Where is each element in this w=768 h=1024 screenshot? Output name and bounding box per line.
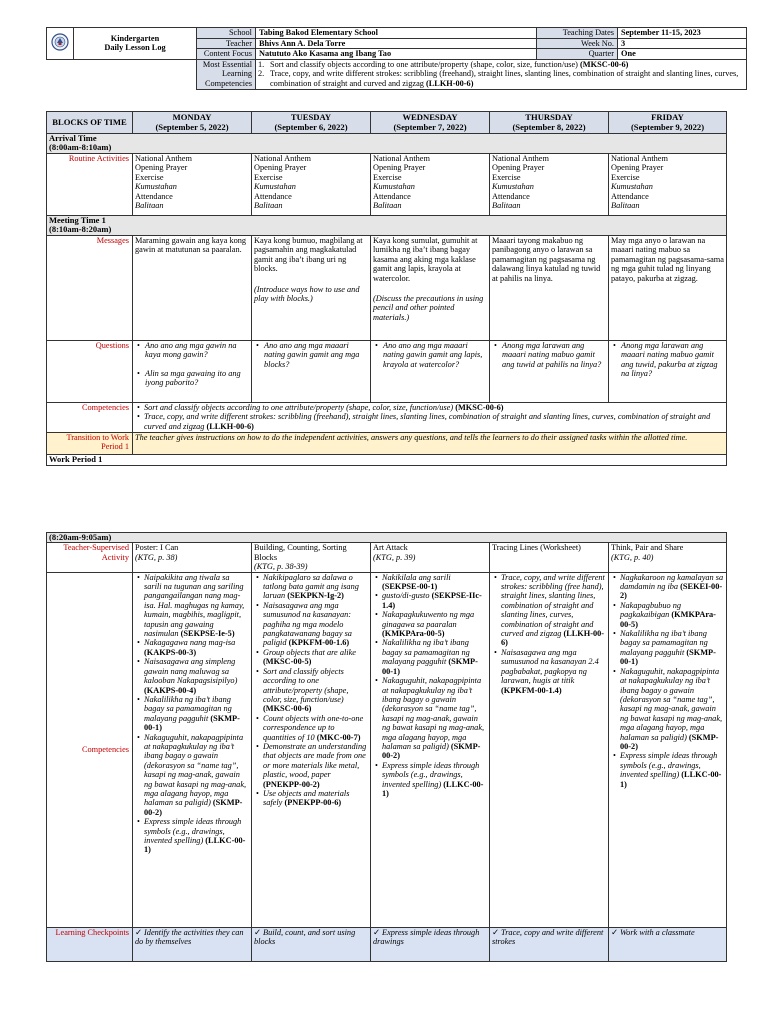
- questions-cell-monday: [133, 341, 252, 403]
- dates-label: Teaching Dates: [537, 28, 618, 39]
- competency-text: Naisasagawa ang mga sumusunod na kasanayan 2.4 pagbabakat, pagkopya ng larawan, hugis at titik: [501, 647, 599, 686]
- message-cell-wednesday: [371, 236, 490, 341]
- competency-code: (MKSC-00-6): [263, 704, 312, 714]
- routine-item: Attendance: [135, 191, 173, 201]
- routine-item: Opening Prayer: [254, 163, 307, 173]
- meeting-time-section: Meeting Time 1 (8:10am-8:20am): [47, 216, 727, 236]
- competency-text: Group objects that are alike: [263, 647, 356, 657]
- questions-label: Questions: [47, 341, 133, 403]
- competency-item: [144, 638, 249, 657]
- message-cell-friday: [609, 236, 727, 341]
- questions-cell-tuesday: [252, 341, 371, 403]
- competency-item: [263, 667, 368, 714]
- routine-item: Opening Prayer: [373, 163, 426, 173]
- competency-code: (SKMP-00-1): [620, 647, 716, 667]
- competency-item: [382, 591, 487, 610]
- competency-text: Nakalilikha ng iba’t ibang bagay sa pamamagitan ng malayang pagguhit: [382, 638, 470, 667]
- title-line-1: Kindergarten: [110, 33, 160, 43]
- competency-item-1: • Sort and classify objects according to one attribute/property (shape, color, size, function/use) (MKSC-00-6): [144, 403, 724, 412]
- routine-item: National Anthem: [492, 154, 549, 163]
- competency-item: [620, 601, 724, 629]
- questions-cell-thursday: [490, 341, 609, 403]
- message-cell-tuesday: [252, 236, 371, 341]
- competency-code: (SEKEI-00-2): [620, 582, 723, 601]
- message-note: (Introduce ways how to use and play with blocks.): [254, 284, 360, 304]
- day-header-friday: FRIDAY (September 9, 2022): [609, 112, 727, 134]
- routine-item: Attendance: [254, 191, 292, 201]
- routine-item: Kumustahan: [254, 182, 296, 192]
- competency-item: [382, 761, 487, 799]
- competencies-cell-tuesday: [252, 572, 371, 927]
- deped-seal-logo: [47, 28, 74, 60]
- competency-code: (SKMP-00-2): [382, 741, 481, 761]
- questions-list: [373, 341, 487, 369]
- school-value: Tabing Bakod Elementary School: [256, 28, 537, 39]
- activity-cell-tuesday: [252, 543, 371, 572]
- competency-item: [382, 610, 487, 638]
- competency-item: [144, 817, 249, 855]
- mec-item-2: 2. Trace, copy, and write different strokes: scribbling (freehand), straight lines, slanting lines, combination of straight and slanting lines, curves, combination of straight and curved and zigzag (LLKH-00-6): [258, 69, 739, 88]
- competencies-cell-friday: [609, 572, 727, 927]
- competency-text: Nagkakaroon ng kamalayan sa damdamin ng iba: [620, 572, 724, 592]
- activity-reference: (KTG, p. 38-39): [254, 562, 308, 572]
- competency-text: Nakalilikha ng iba’t ibang bagay sa pamamagitan ng malayang pagguhit: [144, 694, 232, 723]
- schedule-table-2: [46, 532, 727, 962]
- competencies-summary: [133, 403, 727, 433]
- competency-text: gusto/di-gusto: [382, 591, 430, 601]
- competencies-list: [373, 573, 487, 799]
- competency-code: (SEKPSE-00-1): [382, 582, 438, 592]
- day-header-thursday: THURSDAY (September 8, 2022): [490, 112, 609, 134]
- routine-item: Opening Prayer: [492, 163, 545, 173]
- competency-text: Trace, copy, and write different strokes: scribbling (free hand), straight lines, slanting lines, combination of straight and slanting lines, curves, combination of straight and curved and zigzag: [501, 572, 605, 639]
- activity-cell-thursday: [490, 543, 609, 572]
- competency-item: [263, 648, 368, 667]
- competency-code: (KAKPS-00-3): [144, 647, 197, 657]
- activity-title: Think, Pair and Share: [611, 543, 684, 553]
- messages-label: Messages: [47, 236, 133, 341]
- competency-item: [620, 629, 724, 667]
- competencies-cell-monday: [133, 572, 252, 927]
- competency-item: [144, 695, 249, 733]
- question-item: • Ano ano ang mga gawin na kaya mong gawin?: [145, 341, 249, 360]
- day-header-wednesday: WEDNESDAY (September 7, 2022): [371, 112, 490, 134]
- question-item: • Anong mga larawan ang maaari nating mabuo gamit ang tuwid at pahilis na linya?: [502, 341, 606, 369]
- day-header-tuesday: TUESDAY (September 6, 2022): [252, 112, 371, 134]
- competency-text: Express simple ideas through symbols (e.g., drawings, invented spelling): [620, 751, 718, 780]
- routine-item: Kumustahan: [611, 182, 653, 192]
- routine-item: Exercise: [373, 172, 402, 182]
- competencies-list: [611, 573, 724, 789]
- blocks-of-time-header: BLOCKS OF TIME: [47, 112, 133, 134]
- title-line-2: Daily Lesson Log: [104, 43, 166, 53]
- routine-item: Balitaan: [254, 201, 283, 211]
- competency-code: (LLKH-00-6): [501, 629, 605, 648]
- document-title: [74, 28, 197, 60]
- competency-text: Use objects and materials safely: [263, 788, 350, 808]
- message-text: Kaya kong bumuo, magbilang at pagsamahin ang magkakatulad gamit ang iba’t ibang uri ng blocks.: [254, 236, 363, 274]
- routine-item: Balitaan: [373, 201, 402, 211]
- competency-code: (KMKPAra-00-5): [382, 629, 445, 639]
- teacher-supervised-label: Teacher-Supervised Activity: [47, 543, 133, 572]
- routine-item: Exercise: [611, 172, 640, 182]
- question-item: • Anong mga larawan ang maaari nating mabuo gamit ang tuwid, pakurba at zigzag na linya?: [621, 341, 724, 379]
- arrival-time-section: Arrival Time (8:00am-8:10am): [47, 134, 727, 154]
- checkpoint-cell-friday: ✓ Work with a classmate: [609, 927, 727, 961]
- competency-text: Naisasagawa ang mga sumusunod na kasanayan: paghiha ng mga modelo pangkatawanang bagay sa paligid: [263, 600, 352, 648]
- routine-item: Balitaan: [492, 201, 521, 211]
- competency-code: (MKSC-00-5): [263, 657, 312, 667]
- competency-text: Nakaguguhit, nakapagpipinta at nakapagkukulay ng iba’t ibang bagay o gawain (dekorasyon sa “name tag”, kasapi ng mag-anak, gawain ng bawat kasapi ng mag-anak, mga alagang hayop, mga halaman sa paligid): [382, 676, 485, 751]
- questions-list: [254, 341, 368, 369]
- competency-code: (SEKPSE-IIc-1.4): [382, 591, 482, 610]
- competency-text: Count objects with one-to-one correspondence up to quantities of 10: [263, 713, 364, 742]
- routine-item: Opening Prayer: [611, 163, 664, 173]
- routine-item: Exercise: [254, 172, 283, 182]
- competency-code: (KPKFM-00-1.6): [288, 638, 350, 648]
- activity-title: Art Attack: [373, 543, 408, 553]
- competency-text: Nakapagbubuo ng pagkakaibigan: [620, 600, 682, 620]
- competency-code: (SEKPKN-Ig-2): [287, 591, 344, 601]
- competency-item: [501, 573, 606, 648]
- routine-item: Kumustahan: [492, 182, 534, 192]
- teacher-value: Bhivs Ann A. Dela Torre: [256, 38, 537, 49]
- competency-text: Nakalilikha ng iba’t ibang bagay sa pamamagitan ng malayang pagguhit: [620, 629, 708, 657]
- competency-code: (SKMP-00-2): [620, 732, 719, 751]
- competencies-label-2: Competencies: [47, 572, 133, 927]
- competencies-list: [135, 573, 249, 855]
- routine-item: Exercise: [135, 172, 164, 182]
- questions-list: [611, 341, 724, 379]
- competency-text: Nakaguguhit, nakapagpipinta at nakapagkukulay ng iba’t ibang bagay o gawain (dekorasyon sa “name tag”, kasapi ng mag-anak, gawain ng bawat kasapi ng mag-anak, mga alagang hayop, mga halaman sa paligid): [144, 732, 247, 808]
- routine-item: Exercise: [492, 172, 521, 182]
- competency-code: (SEKPSE-Ie-5): [180, 629, 235, 639]
- competency-text: Demonstrate an understanding that objects are made from one or more materials like metal, plastic, wood, paper: [263, 741, 367, 780]
- competency-item: [144, 657, 249, 695]
- competency-text: Nakapagkukuwento ng mga ginagawa sa paaralan: [382, 610, 475, 629]
- competency-text: Express simple ideas through symbols (e.g., drawings, invented spelling): [382, 760, 480, 789]
- seal-icon: [51, 33, 69, 51]
- questions-list: [492, 341, 606, 369]
- message-cell-thursday: [490, 236, 609, 341]
- routine-item: Attendance: [373, 191, 411, 201]
- routine-item: Balitaan: [135, 201, 164, 211]
- competency-item-2: • Trace, copy, and write different strokes: scribbling (freehand), straight lines, slanting lines, combination of straight and slanting lines, curves, combination of straight and curved and zigzag (LLKH-00-6): [144, 412, 724, 431]
- activity-reference: (KTG, p. 40): [611, 552, 654, 562]
- competency-code: (SKMP-00-2): [144, 798, 243, 817]
- routine-item: Kumustahan: [373, 182, 415, 192]
- competency-code: (PNEKPP-00-2): [263, 779, 320, 789]
- questions-cell-friday: [609, 341, 727, 403]
- competency-code: (KMKPAra-00-5): [620, 610, 716, 629]
- competency-item: [382, 676, 487, 761]
- checkpoint-cell-thursday: ✓ Trace, copy and write different strokes: [490, 927, 609, 961]
- question-item: • Ano ano ang mga maaari nating gawin gamit ang lapis, krayola at watercolor?: [383, 341, 487, 369]
- competency-item: [263, 601, 368, 648]
- competency-item: [263, 573, 368, 601]
- schedule-table-1: [46, 111, 727, 466]
- school-label: School: [197, 28, 256, 39]
- competency-item: [263, 742, 368, 789]
- week-value: 3: [618, 38, 747, 49]
- competency-code: (KPKFM-00-1.4): [501, 685, 562, 695]
- competency-code: (LLKC-00-1): [620, 770, 722, 789]
- activity-title: Tracing Lines (Worksheet): [492, 543, 581, 553]
- activity-reference: (KTG, p. 38): [135, 552, 178, 562]
- activity-cell-wednesday: [371, 543, 490, 572]
- competency-item: [382, 573, 487, 592]
- work-period-section: Work Period 1: [47, 455, 727, 466]
- competency-item: [263, 789, 368, 808]
- routine-item: National Anthem: [135, 154, 192, 163]
- competency-item: [620, 751, 724, 789]
- week-label: Week No.: [537, 38, 618, 49]
- teacher-label: Teacher: [197, 38, 256, 49]
- header-table: [46, 27, 747, 90]
- routine-cell-friday: [609, 154, 727, 216]
- competency-text: Express simple ideas through symbols (e.g., drawings, invented spelling): [144, 817, 242, 845]
- day-header-monday: MONDAY (September 5, 2022): [133, 112, 252, 134]
- routine-cell-wednesday: [371, 154, 490, 216]
- competency-code: (SKMP-00-1): [382, 657, 478, 676]
- competencies-cell-wednesday: [371, 572, 490, 927]
- checkpoint-cell-wednesday: ✓ Express simple ideas through drawings: [371, 927, 490, 961]
- routine-cell-monday: [133, 154, 252, 216]
- routine-activities-label: Routine Activities: [47, 154, 133, 216]
- routine-item: Attendance: [611, 191, 649, 201]
- routine-item: Opening Prayer: [135, 163, 188, 173]
- competency-text: Nakaguguhit, nakapagpipinta at nakapagkukulay ng iba’t ibang bagay o gawain (dekorasyon sa “name tag”, kasapi ng mag-anak, gawain ng bawat kasapi ng mag-anak, mga alagang hayop, mga halaman sa paligid): [620, 666, 723, 742]
- competency-text: Nakagagawa nang mag-isa: [144, 638, 236, 648]
- competency-item: [144, 733, 249, 818]
- learning-checkpoints-label: Learning Checkpoints: [47, 927, 133, 961]
- questions-cell-wednesday: [371, 341, 490, 403]
- activity-title: Building, Counting, Sorting Blocks: [254, 543, 347, 562]
- checkpoint-cell-tuesday: ✓ Build, count, and sort using blocks: [252, 927, 371, 961]
- questions-list: [135, 341, 249, 388]
- work-period-time: (8:20am-9:05am): [47, 533, 727, 543]
- activity-cell-monday: [133, 543, 252, 572]
- competencies-list: [492, 573, 606, 695]
- message-text: May mga anyo o larawan na maaari nating mabuo sa pamamagitan ng pagsasama-sama ng mga guhit tulad ng linyang patayo, pakurba at zigzag.: [611, 236, 724, 283]
- quarter-value: One: [618, 49, 747, 60]
- routine-item: National Anthem: [254, 154, 311, 163]
- competency-code: (SKMP-00-1): [144, 713, 240, 733]
- competency-item: [144, 573, 249, 639]
- activity-reference: (KTG, p. 39): [373, 552, 416, 562]
- routine-cell-tuesday: [252, 154, 371, 216]
- routine-item: Balitaan: [611, 201, 640, 211]
- activity-cell-friday: [609, 543, 727, 572]
- transition-label: Transition to Work Period 1: [47, 433, 133, 455]
- message-text: Kaya kong sumulat, gumuhit at lumikha ng iba’t ibang bagay kasama ang aking mga kaklase gamit ang lapis, krayola at watercolor.: [373, 236, 478, 283]
- competency-code: (LLKC-00-1): [382, 779, 484, 798]
- activity-title: Poster: I Can: [135, 543, 179, 553]
- checkpoint-cell-monday: ✓ Identify the activities they can do by themselves: [133, 927, 252, 961]
- mec-label: Most Essential Learning Competencies: [197, 59, 256, 89]
- focus-value: Natututo Ako Kasama ang Ibang Tao: [256, 49, 537, 60]
- message-text: Maaari tayong makabuo ng panibagong anyo o larawan sa pamamagitan ng pagsasama ng dalawang linya katulad ng tuwid at pahilis na linya.: [492, 236, 601, 283]
- dates-value: September 11-15, 2023: [618, 28, 747, 39]
- competency-item: [620, 573, 724, 601]
- routine-item: National Anthem: [373, 154, 430, 163]
- competency-code: (PNEKPP-00-6): [284, 798, 342, 808]
- transition-text: The teacher gives instructions on how to do the independent activities, answers any questions, and tells the learners to do their assigned tasks within the allotted time.: [133, 433, 727, 455]
- competency-text: Naisasagawa ang simpleng gawain nang maluwag sa kalooban Nakapagsisipilyo): [144, 657, 238, 686]
- question-item: • Ano ano ang mga maaari nating gawin gamit ang mga blocks?: [264, 341, 368, 369]
- competency-text: Sort and classify objects according to one attribute/property (shape, color, size, function/use): [263, 666, 349, 704]
- competency-item: [263, 714, 368, 742]
- competency-code: (LLKC-00-1): [144, 836, 246, 855]
- routine-item: Kumustahan: [135, 182, 177, 192]
- competencies-list: [254, 573, 368, 808]
- message-note: (Discuss the precautions in using pencil and other pointed materials.): [373, 294, 484, 322]
- quarter-label: Quarter: [537, 49, 618, 60]
- question-item: • Alin sa mga gawaing ito ang iyong paborito?: [145, 369, 249, 388]
- routine-item: National Anthem: [611, 154, 668, 163]
- competency-item: [501, 648, 606, 695]
- competency-text: Naipakikita ang tiwala sa sarili na tugunan ang sariling pangangailangan nang mag-isa. Hal. maghugas ng kamay, kumain, magbihis, magligpit, tapusin ang gawaing nasimulan: [144, 572, 245, 639]
- competency-item: [620, 667, 724, 752]
- focus-label: Content Focus: [197, 49, 256, 60]
- competency-code: (MKC-00-7): [316, 732, 361, 742]
- routine-cell-thursday: [490, 154, 609, 216]
- competency-text: Nakikilala ang sarili: [382, 572, 451, 582]
- routine-item: Attendance: [492, 191, 530, 201]
- competency-text: Nakikipaglaro sa dalawa o tatlong bata gamit ang isang laruan: [263, 572, 359, 601]
- message-text: Maraming gawain ang kaya kong gawin at matutunan sa paaralan.: [135, 236, 247, 255]
- message-cell-monday: [133, 236, 252, 341]
- mec-item-1: 1. Sort and classify objects according to one attribute/property (shape, color, size, function/use) (MKSC-00-6): [258, 59, 629, 69]
- competencies-label-1: Competencies: [47, 403, 133, 433]
- competency-code: (KAKPS-00-4): [144, 685, 197, 695]
- competencies-cell-thursday: [490, 572, 609, 927]
- competency-item: [382, 638, 487, 676]
- mec-value: [256, 59, 747, 89]
